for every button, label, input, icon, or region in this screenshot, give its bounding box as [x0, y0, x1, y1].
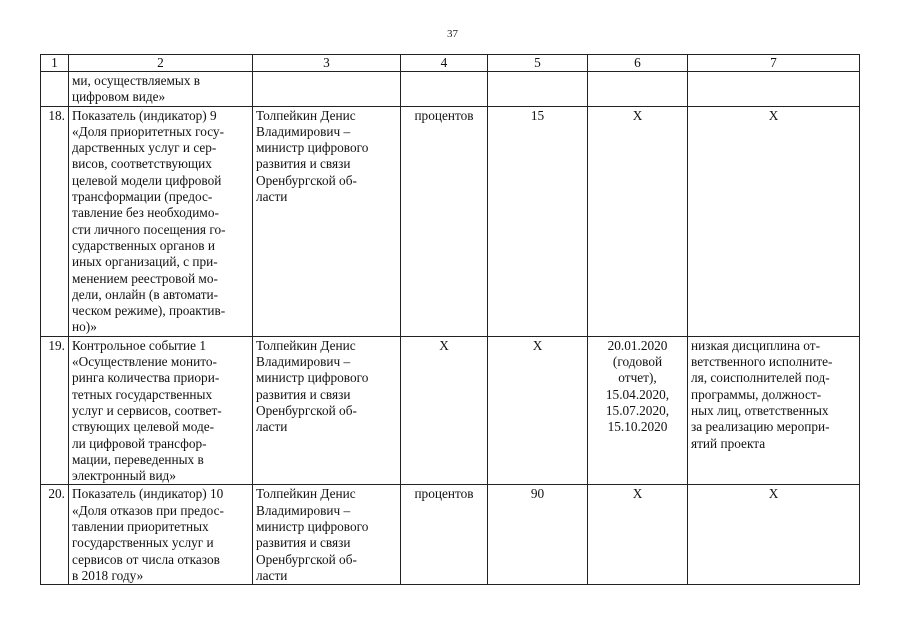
header-cell-3: 3: [253, 55, 401, 72]
header-row: [41, 55, 860, 72]
header-cell-7: 7: [688, 55, 860, 72]
risk: низкая дисциплина от- ветственного исполните- ля, соисполнителей под- программы, должност- ных лиц, ответственных за реализацию меропри- ятий проекта: [688, 336, 860, 485]
table-row: [41, 72, 860, 107]
risk: X: [688, 106, 860, 336]
value: X: [488, 336, 588, 485]
value: [488, 72, 588, 107]
row-number: [41, 72, 69, 107]
responsible-person: Толпейкин Денис Владимирович – министр цифрового развития и связи Оренбургской об- ласти: [253, 336, 401, 485]
responsible-person: Толпейкин Денис Владимирович – министр цифрового развития и связи Оренбургской об- ласти: [253, 485, 401, 585]
deadline: X: [588, 485, 688, 585]
table-row: [41, 485, 860, 585]
value: 90: [488, 485, 588, 585]
deadline: [588, 72, 688, 107]
indicator-description: ми, осуществляемых в цифровом виде»: [69, 72, 253, 107]
indicator-description: Показатель (индикатор) 10 «Доля отказов при предос- тавлении приоритетных государственных услуг и сервисов от числа отказов в 2018 году»: [69, 485, 253, 585]
header-cell-1: 1: [41, 55, 69, 72]
value: 15: [488, 106, 588, 336]
table-row: [41, 336, 860, 485]
header-cell-5: 5: [488, 55, 588, 72]
unit: [401, 72, 488, 107]
row-number: 20.: [41, 485, 69, 585]
row-number: 18.: [41, 106, 69, 336]
deadline: X: [588, 106, 688, 336]
header-cell-6: 6: [588, 55, 688, 72]
row-number: 19.: [41, 336, 69, 485]
header-cell-2: 2: [69, 55, 253, 72]
unit: процентов: [401, 106, 488, 336]
program-table: [40, 54, 860, 585]
risk: X: [688, 485, 860, 585]
indicator-description: Контрольное событие 1 «Осуществление монито- ринга количества приори- тетных государственных услуг и сервисов, соответ- ствующих целевой моде- ли цифровой трансфор- мации, переведенных в электронный вид»: [69, 336, 253, 485]
risk: [688, 72, 860, 107]
responsible-person: Толпейкин Денис Владимирович – министр цифрового развития и связи Оренбургской об- ласти: [253, 106, 401, 336]
indicator-description: Показатель (индикатор) 9 «Доля приоритетных госу- дарственных услуг и сер- висов, соответствующих целевой модели цифровой трансформации (предос- тавление без необходимо- сти личного посещения го- сударственных органов и иных организаций, с при- менением реестровой мо- дели, онлайн (в автомати- ческом режиме), проактив- но)»: [69, 106, 253, 336]
table-row: [41, 106, 860, 336]
unit: X: [401, 336, 488, 485]
page-number: 37: [447, 28, 458, 40]
deadline: 20.01.2020 (годовой отчет), 15.04.2020, 15.07.2020, 15.10.2020: [588, 336, 688, 485]
header-cell-4: 4: [401, 55, 488, 72]
unit: процентов: [401, 485, 488, 585]
responsible-person: [253, 72, 401, 107]
